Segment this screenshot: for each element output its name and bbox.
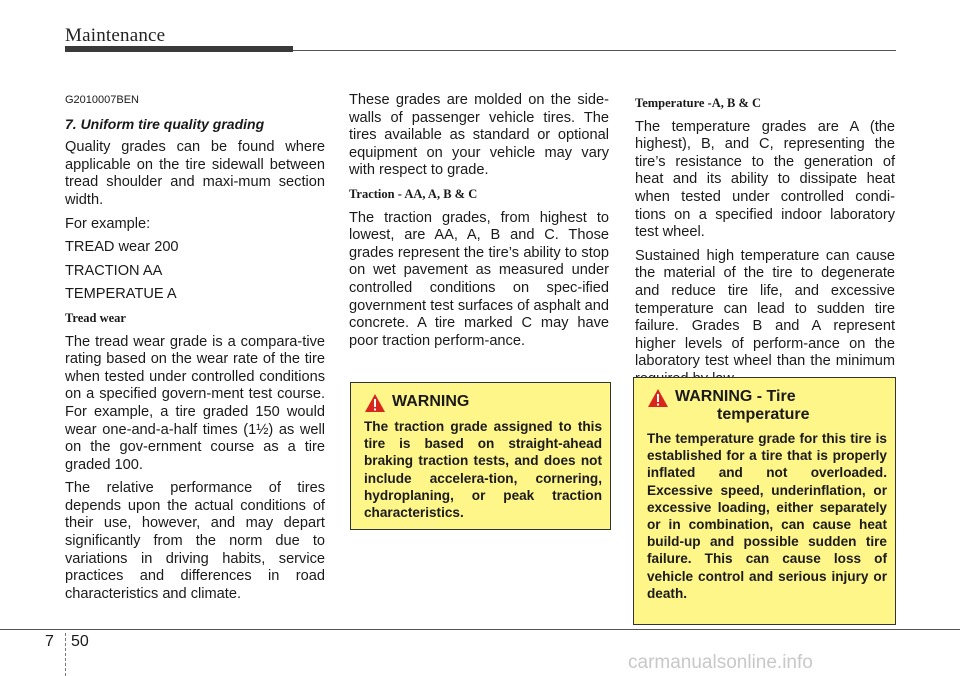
warning-title-line1: WARNING - Tire xyxy=(675,388,796,405)
warning-body: The temperature grade for this tire is established for a tire that is properly inflated and not overloaded. Excessive speed, underinflation, or excessive loading, either separately or in combination, can cause heat build-up and possible sudden tire failure. This can cause loss of vehicle control and serious injury or death. xyxy=(647,431,887,601)
paragraph: The tread wear grade is a compara-tive rating based on the wear rate of the tire when tested under controlled conditions on a specified govern-ment test course. For example, a tire graded 150 would wear one-and-a-half times (1½) as well on the gov-ernment course as a tire graded 100. xyxy=(65,333,325,473)
example-line: TREAD wear 200 xyxy=(65,239,179,256)
paragraph: Quality grades can be found where applicable on the tire sidewall between tread shoulder and maxi-mum section width. xyxy=(65,139,325,208)
warning-box-traction xyxy=(350,382,611,530)
subheading-tread-wear: Tread wear xyxy=(65,310,126,325)
section-code: G2010007BEN xyxy=(65,94,139,106)
chapter-number: 7 xyxy=(45,633,54,650)
warning-title xyxy=(364,393,602,413)
watermark: carmanualsonline.info xyxy=(628,652,813,673)
subheading-traction: Traction - AA, A, B & C xyxy=(349,186,478,201)
subheading-temperature: Temperature -A, B & C xyxy=(635,96,762,110)
column-2 xyxy=(349,92,609,356)
header-rule xyxy=(293,50,896,51)
footer-divider xyxy=(65,633,66,676)
warning-title-text: WARNING xyxy=(392,393,470,410)
warning-triangle-icon xyxy=(647,388,669,408)
paragraph: For example: xyxy=(65,215,151,232)
header-bar xyxy=(65,46,293,52)
paragraph: The relative performance of tires depends upon the actual conditions of their use, however, and may depart significantly from the norm due to variations in driving habits, service practices and differences in road characteristics and climate. xyxy=(65,480,325,602)
section-heading: 7. Uniform tire quality grading xyxy=(65,115,265,132)
page-number: 50 xyxy=(71,633,89,650)
column-1 xyxy=(65,92,325,609)
footer-rule xyxy=(0,629,960,630)
warning-triangle-icon xyxy=(364,393,386,413)
warning-body: The traction grade assigned to this tire is based on straight-ahead braking traction tests, and does not include accelera-tion, cornering, hydroplaning, or peak traction characteristics. xyxy=(364,419,602,521)
warning-title-text xyxy=(675,388,809,424)
example-line: TRACTION AA xyxy=(65,262,163,279)
page-header-title: Maintenance xyxy=(65,25,166,46)
warning-box-temperature xyxy=(633,377,896,625)
column-3 xyxy=(635,92,895,395)
paragraph: Sustained high temperature can cause the material of the tire to degenerate and reduce tire life, and excessive temperature can lead to sudden tire failure. Grades B and A represent higher levels of perform-ance on the laboratory test wheel than the minimum xyxy=(635,247,895,370)
example-line: TEMPERATUE A xyxy=(65,286,177,303)
warning-title xyxy=(647,388,887,424)
paragraph: These grades are molded on the side-walls of passenger vehicle tires. The tires available as standard or optional equipment on your vehicle may vary with respect to grade. xyxy=(349,92,609,179)
warning-title-line2: temperature xyxy=(717,406,810,423)
paragraph: The temperature grades are A (the highest), B, and C, representing the tire’s resistance to the generation of heat and its ability to dissipate heat when tested under controlled condi-tions on a specified indoor laboratory test wheel. xyxy=(635,118,895,241)
paragraph: The traction grades, from highest to lowest, are AA, A, B and C. Those grades represent the tire’s ability to stop on wet pavement as measured under controlled conditions on spec-ified government test surfaces of asphalt and concrete. A tire marked C may have poor traction perform-ance. xyxy=(349,209,609,349)
